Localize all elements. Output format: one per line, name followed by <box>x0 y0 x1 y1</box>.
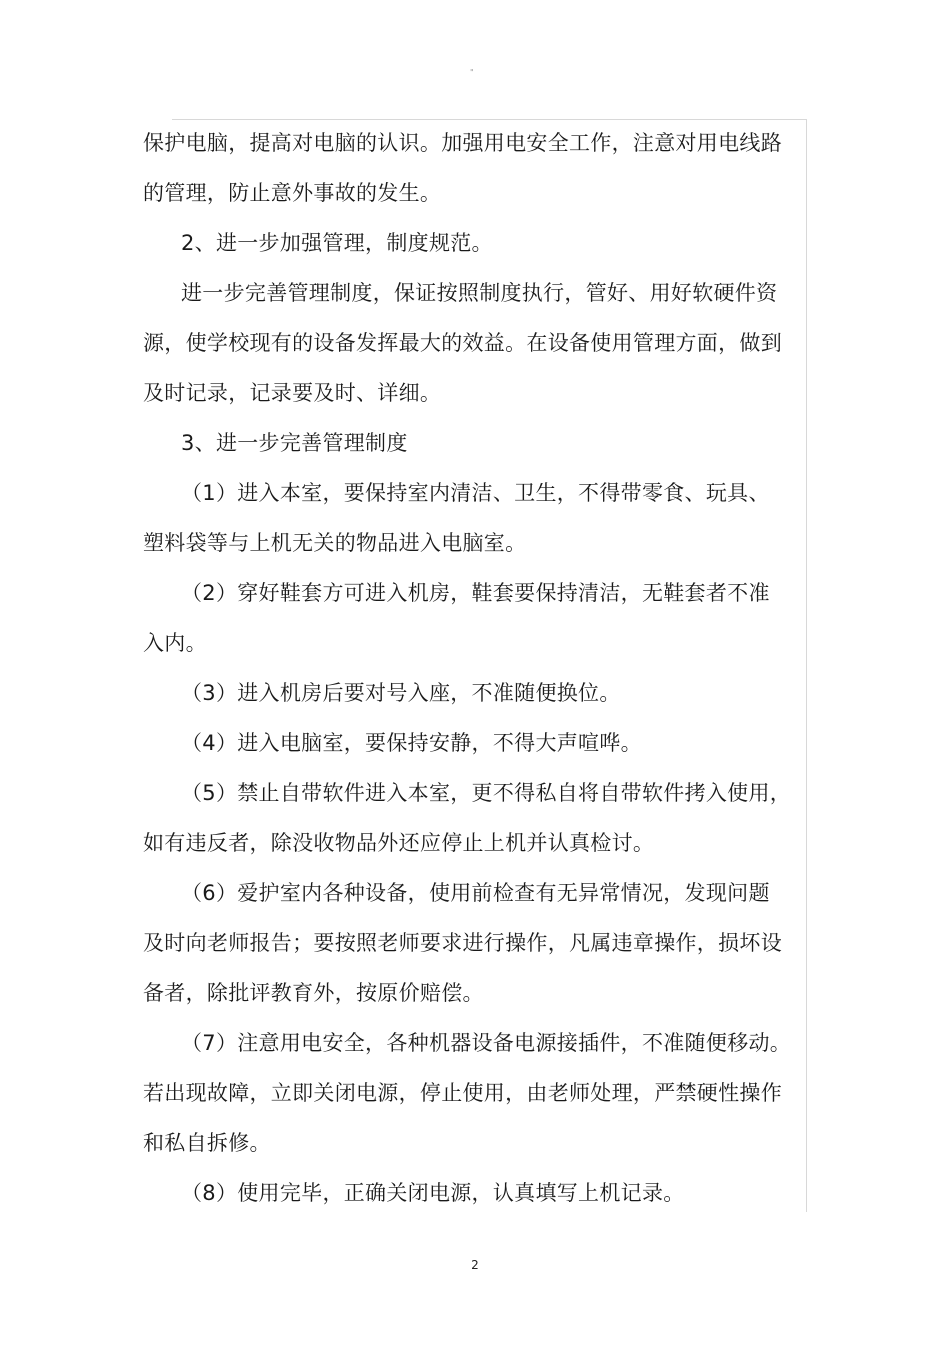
text-line: 的管理，防止意外事故的发生。 <box>143 181 442 205</box>
section-heading-2: 2、进一步加强管理，制度规范。 <box>181 231 493 255</box>
text-line: 塑料袋等与上机无关的物品进入电脑室。 <box>143 531 527 555</box>
rule-item-7: （7）注意用电安全，各种机器设备电源接插件，不准随便移动。 <box>181 1031 792 1055</box>
text-line: 如有违反者，除没收物品外还应停止上机并认真检讨。 <box>143 831 655 855</box>
rule-item-3: （3）进入机房后要对号入座，不准随便换位。 <box>181 681 621 705</box>
section-heading-3: 3、进一步完善管理制度 <box>181 431 408 455</box>
text-line: 备者，除批评教育外，按原价赔偿。 <box>143 981 484 1005</box>
document-body <box>143 118 792 1218</box>
page-number: 2 <box>471 1258 479 1272</box>
page-frame-right-rule <box>806 119 807 1212</box>
text-line: 保护电脑，提高对电脑的认识。加强用电安全工作，注意对用电线路 <box>143 131 782 155</box>
text-line: 若出现故障，立即关闭电源，停止使用，由老师处理，严禁硬性操作 <box>143 1081 782 1105</box>
header-mark: " <box>470 68 474 77</box>
rule-item-6: （6）爱护室内各种设备，使用前检查有无异常情况，发现问题 <box>181 881 770 905</box>
rule-item-4: （4）进入电脑室，要保持安静，不得大声喧哗。 <box>181 731 642 755</box>
rule-item-2: （2）穿好鞋套方可进入机房，鞋套要保持清洁，无鞋套者不准 <box>181 581 770 605</box>
text-line: 进一步完善管理制度，保证按照制度执行，管好、用好软硬件资 <box>181 281 778 305</box>
text-line: 源，使学校现有的设备发挥最大的效益。在设备使用管理方面，做到 <box>143 331 782 355</box>
text-line: 及时记录，记录要及时、详细。 <box>143 381 442 405</box>
rule-item-1: （1）进入本室，要保持室内清洁、卫生，不得带零食、玩具、 <box>181 481 770 505</box>
rule-item-8: （8）使用完毕，正确关闭电源，认真填写上机记录。 <box>181 1181 685 1205</box>
rule-item-5: （5）禁止自带软件进入本室，更不得私自将自带软件拷入使用， <box>181 781 792 805</box>
text-line: 及时向老师报告；要按照老师要求进行操作，凡属违章操作，损坏设 <box>143 931 782 955</box>
text-line: 入内。 <box>143 631 207 655</box>
text-line: 和私自拆修。 <box>143 1131 271 1155</box>
